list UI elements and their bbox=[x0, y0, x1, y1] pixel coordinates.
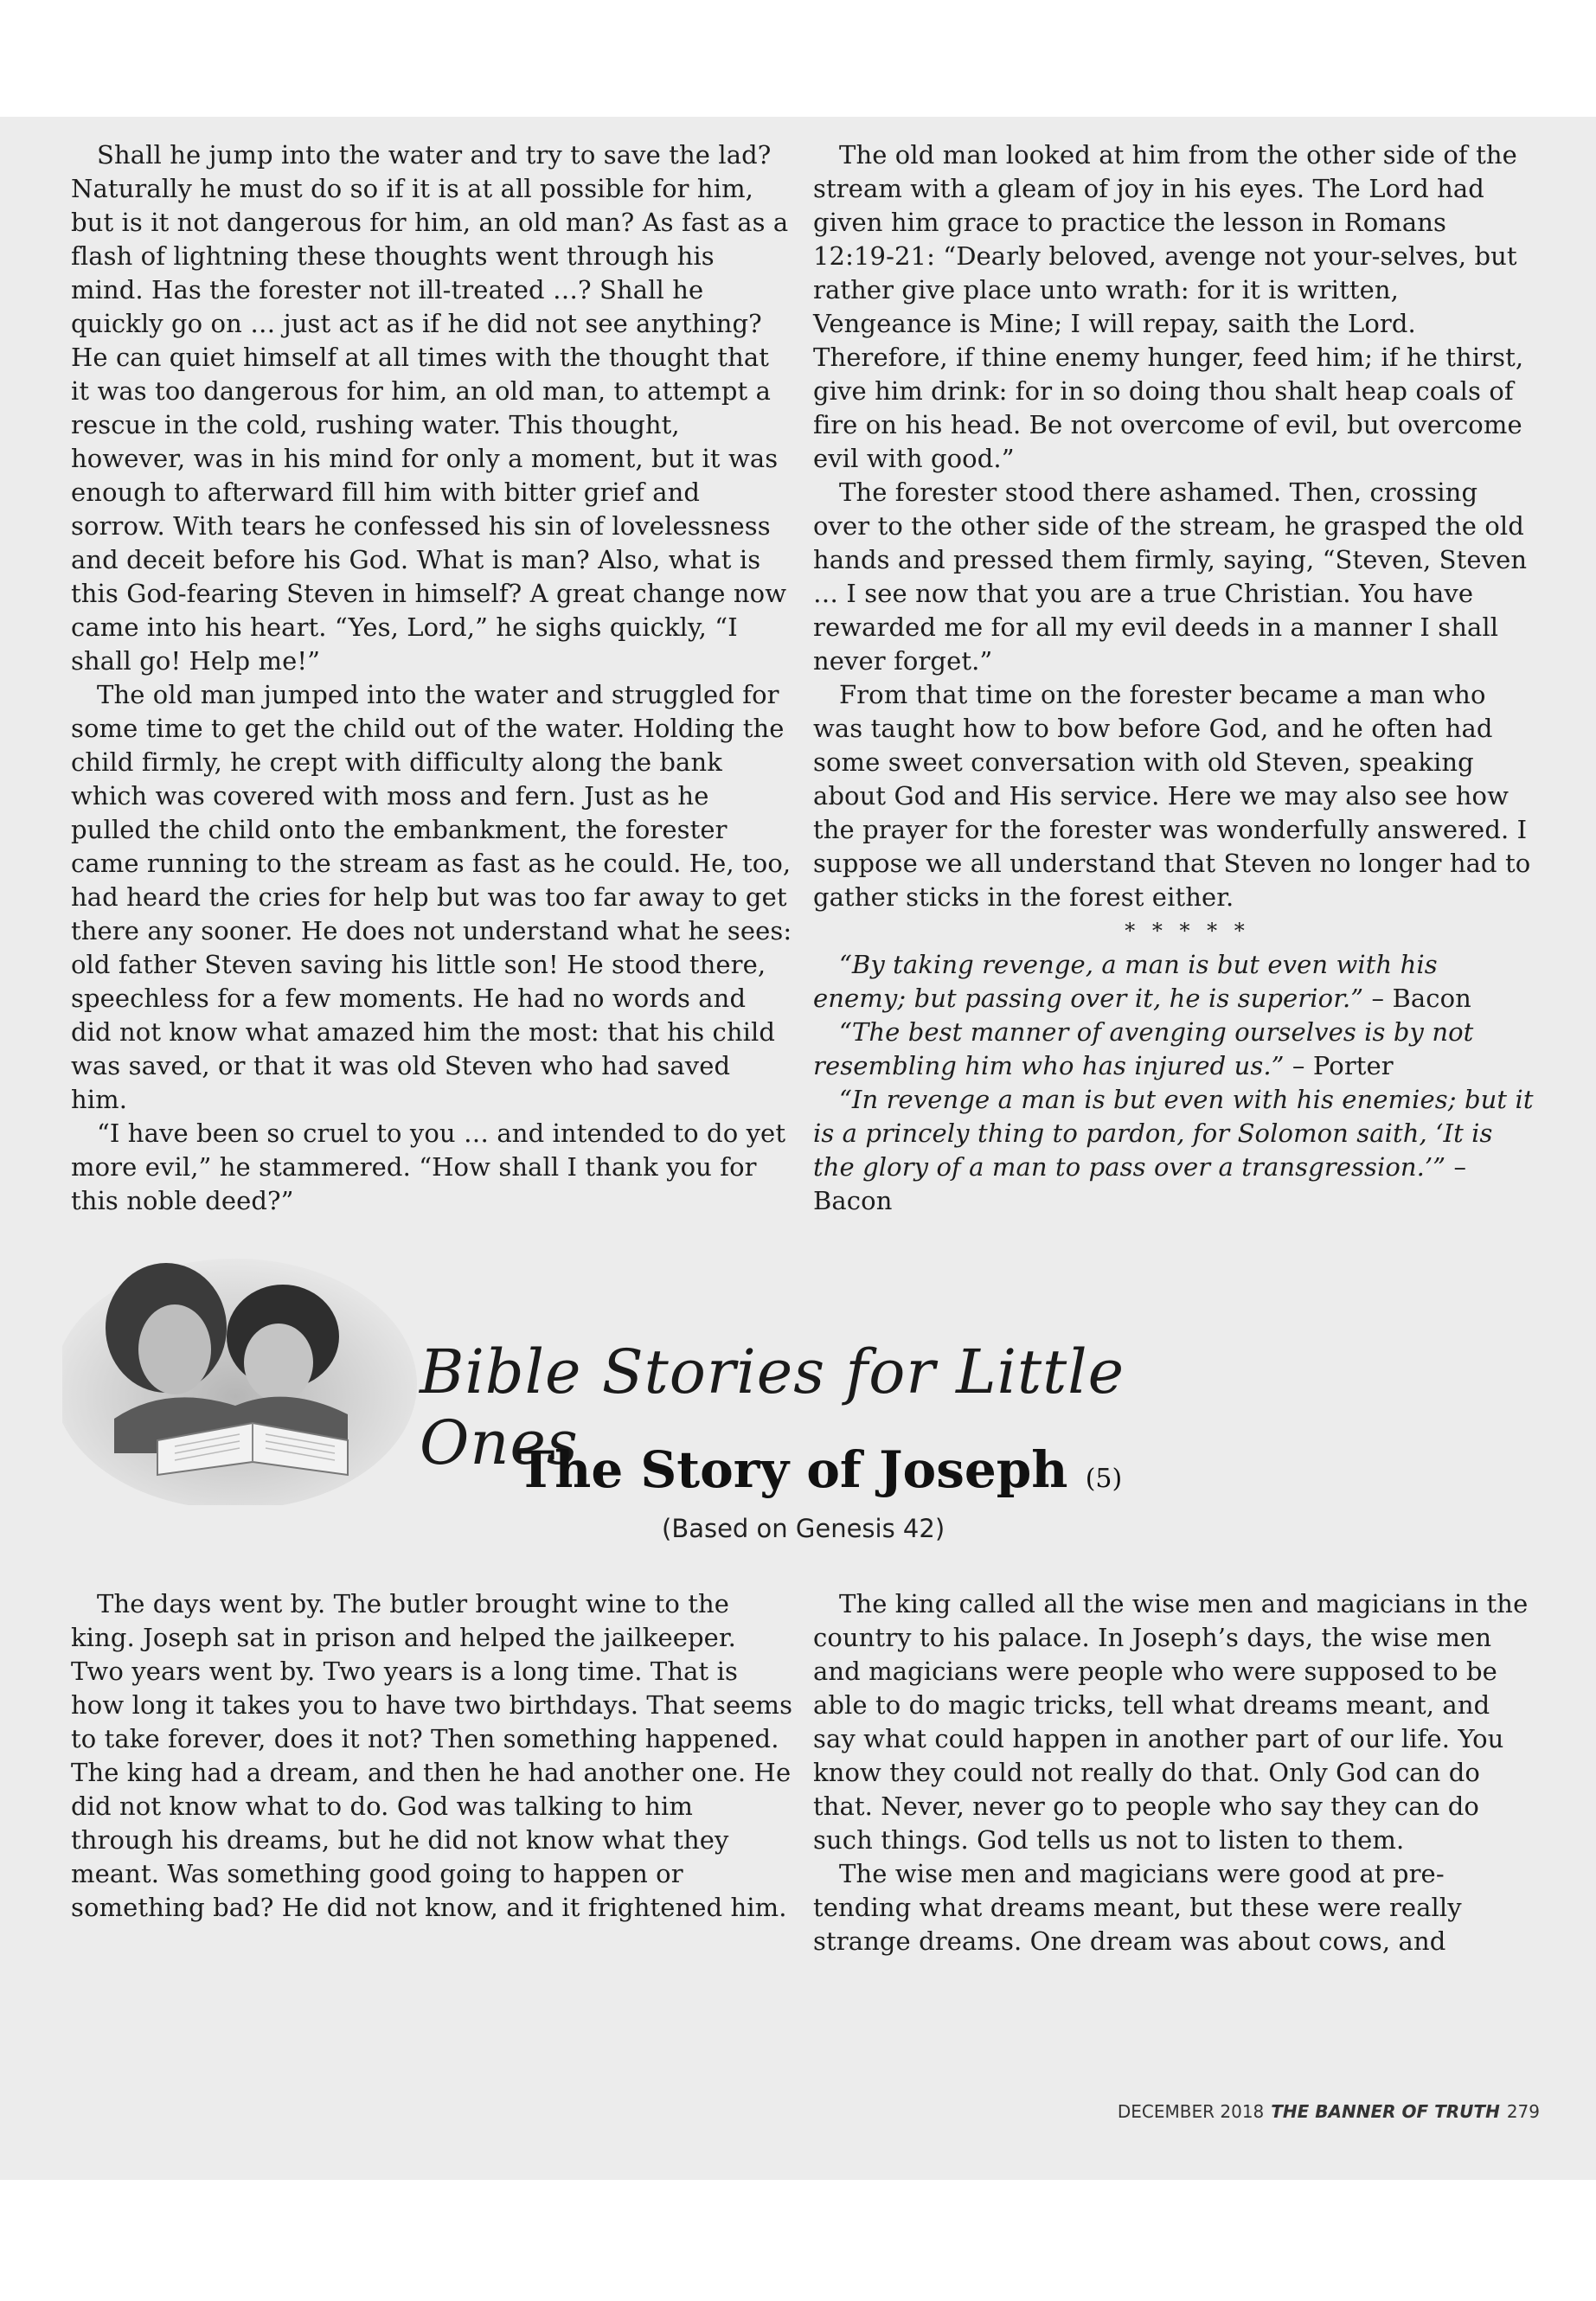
quote-attribution: – Bacon bbox=[813, 1152, 1467, 1215]
paragraph: Shall he jump into the water and try to save the lad? Naturally he must do so if it is at all possible for him, but is it not dangerous for him, an old man? As fast as a flash of lightning these thoughts went through his mind. Has the forester not ill-treated …? Shall he quickly go on … just act as if he did not see anything? He can quiet himself at all times with the thought that it was too dangerous for him, an old man, to attempt a rescue in the cold, rushing water. This thought, however, was in his mind for only a moment, but it was enough to afterward fill him with bitter grief and sorrow. With tears he confessed his sin of lovelessness and deceit before his God. What is man? Also, what is this God-fearing Steven in himself? A great change now came into his heart. “Yes, Lord,” he sighs quickly, “I shall go! Help me!” bbox=[71, 140, 789, 676]
section-banner-title: Bible Stories for Little Ones bbox=[420, 1336, 1125, 1478]
page-footer bbox=[1099, 2101, 1540, 2122]
story-part-number: (5) bbox=[1085, 1464, 1123, 1494]
page-number: 279 bbox=[1506, 2101, 1540, 2122]
quote-text: “In revenge a man is but even with his enemies; but it is a princely thing to pardon, for Solomon saith, ‘It is the glory of a man to pass over a transgression.’” bbox=[813, 1085, 1534, 1182]
quote-text: “By taking revenge, a man is but even with his enemy; but passing over it, he is superior.” bbox=[813, 950, 1438, 1013]
paragraph: The days went by. The butler brought wine to the king. Joseph sat in prison and helped the jailkeeper. Two years went by. Two years is a long time. That is how long it takes you to have two birthdays. That seems to take forever, does it not? Then something happened. The king had a dream, and then he had another one. He did not know what to do. God was talking to him through his dreams, but he did not know what they meant. Was something good going to happen or something bad? He did not know, and it frightened him. bbox=[71, 1589, 793, 1922]
story-subtitle: (Based on Genesis 42) bbox=[662, 1514, 945, 1543]
story-title bbox=[517, 1440, 1123, 1499]
footer-publication: THE BANNER OF TRUTH bbox=[1271, 2101, 1500, 2122]
article-bottom-left-column bbox=[71, 1587, 793, 1925]
quote-text: “The best manner of avenging ourselves is by not resembling him who has injured us.” bbox=[813, 1017, 1474, 1080]
paragraph: The wise men and magicians were good at pre-tending what dreams meant, but these were really strange dreams. One dream was about cows, and bbox=[813, 1859, 1462, 1956]
quote bbox=[813, 948, 1535, 1016]
children-reading-photo bbox=[62, 1254, 426, 1505]
quote-attribution: – Bacon bbox=[1363, 984, 1471, 1013]
section-separator: * * * * * bbox=[1125, 919, 1250, 943]
footer-date: DECEMBER 2018 bbox=[1117, 2101, 1265, 2122]
paragraph: The old man jumped into the water and struggled for some time to get the child out of the water. Holding the child firmly, he crept with difficulty along the bank which was covered with moss and fern. Just as he pulled the child onto the embankment, the forester came running to the stream as fast as he could. He, too, had heard the cries for help but was too far away to get there any sooner. He does not understand what he sees: old father Steven saving his little son! He stood there, speechless for a few moments. He had no words and did not know what amazed him the most: that his child was saved, or that it was old Steven who had saved him. bbox=[71, 680, 792, 1114]
quote-attribution: – Porter bbox=[1284, 1051, 1394, 1080]
quote bbox=[813, 1083, 1535, 1218]
article-bottom-right-column bbox=[813, 1587, 1535, 1958]
paragraph: The king called all the wise men and magicians in the country to his palace. In Joseph’s days, the wise men and magicians were people who were supposed to be able to do magic tricks, tell what dreams meant, and say what could happen in another part of our life. You know they could not really do that. Only God can do that. Never, never go to people who say they can do such things. God tells us not to listen to them. bbox=[813, 1589, 1529, 1855]
paragraph: The forester stood there ashamed. Then, crossing over to the other side of the stream, he grasped the old hands and pressed them firmly, saying, “Steven, Steven … I see now that you are a true Christian. You have rewarded me for all my evil deeds in a manner I shall never forget.” bbox=[813, 478, 1528, 676]
paragraph: “I have been so cruel to you … and intended to do yet more evil,” he stammered. “How shall I thank you for this noble deed?” bbox=[71, 1118, 786, 1215]
paragraph: From that time on the forester became a man who was taught how to bow before God, and he often had some sweet conversation with old Steven, speaking about God and His service. Here we may also see how the prayer for the forester was wonderfully answered. I suppose we all understand that Steven no longer had to gather sticks in the forest either. bbox=[813, 680, 1531, 912]
quote bbox=[813, 1016, 1535, 1083]
article-top-left-column bbox=[71, 138, 793, 1218]
paragraph: The old man looked at him from the other side of the stream with a gleam of joy in his eyes. The Lord had given him grace to practice the lesson in Romans 12:19-21: “Dearly beloved, avenge not your-selves, but rather give place unto wrath: for it is written, Vengeance is Mine; I will repay, saith the Lord. Therefore, if thine enemy hunger, feed him; if he thirst, give him drink: for in so doing thou shalt heap coals of fire on his head. Be not overcome of evil, but overcome evil with good.” bbox=[813, 140, 1524, 473]
story-title-text: The Story of Joseph bbox=[517, 1440, 1068, 1499]
article-top-right-column bbox=[813, 138, 1535, 1218]
